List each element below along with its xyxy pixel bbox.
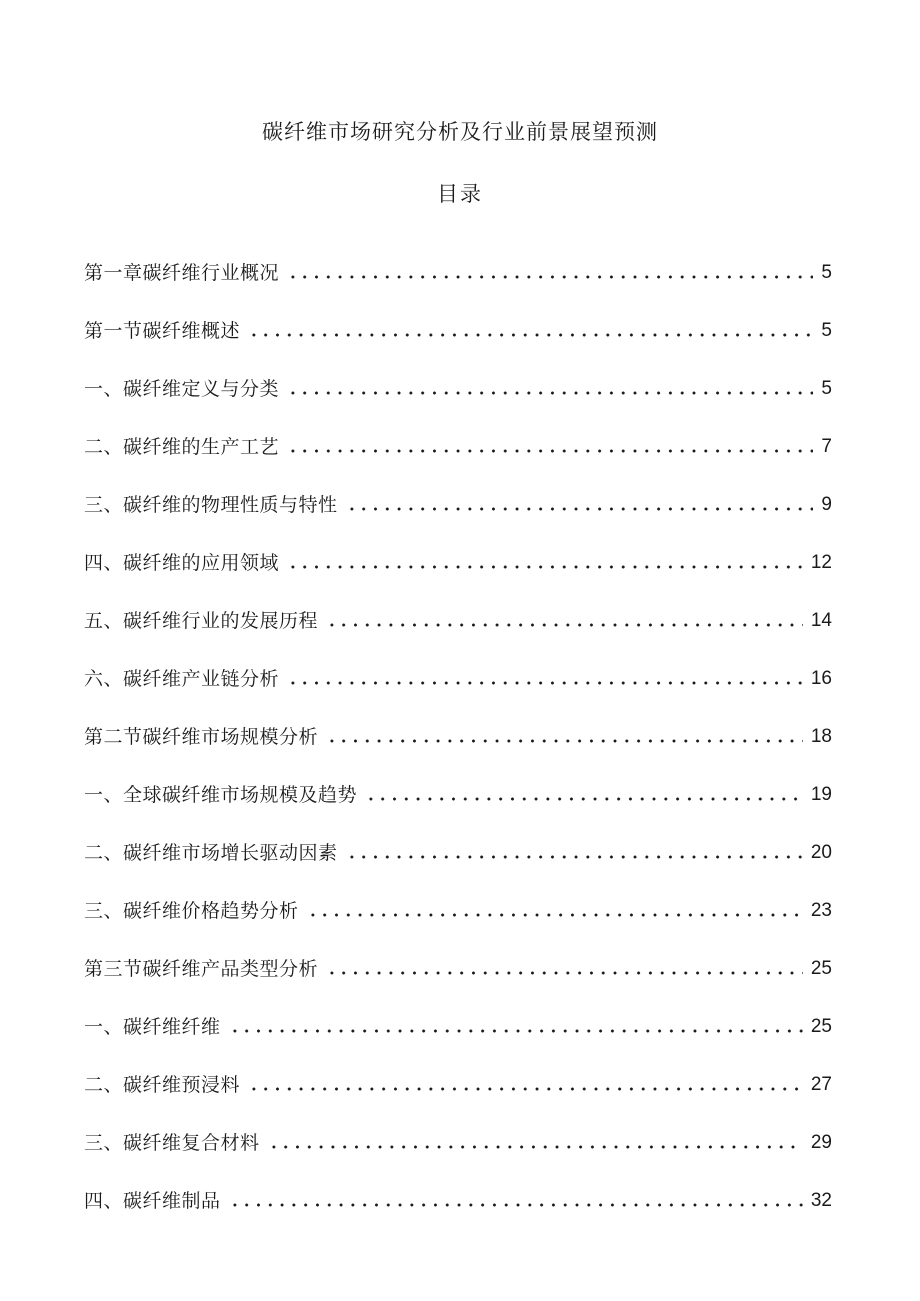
toc-dot-leader bbox=[346, 855, 803, 859]
toc-dot-leader bbox=[229, 1029, 803, 1033]
toc-dot-leader bbox=[346, 507, 814, 511]
toc-dot-leader bbox=[229, 1203, 803, 1207]
toc-dot-leader bbox=[248, 333, 813, 337]
toc-entry-label: 第一节碳纤维概述 bbox=[84, 320, 241, 342]
toc-dot-leader bbox=[307, 913, 803, 917]
toc-entry-label: 三、碳纤维的物理性质与特性 bbox=[84, 494, 338, 516]
toc-page-number: 32 bbox=[810, 1190, 832, 1211]
toc-entry[interactable] bbox=[84, 526, 832, 584]
toc-page-number: 20 bbox=[810, 842, 832, 863]
toc-entry-label: 三、碳纤维复合材料 bbox=[84, 1132, 260, 1154]
toc-page-number: 23 bbox=[810, 900, 832, 921]
toc-entry[interactable] bbox=[84, 352, 832, 410]
toc-page-number: 16 bbox=[810, 668, 832, 689]
table-of-contents bbox=[84, 236, 832, 1222]
toc-entry-label: 五、碳纤维行业的发展历程 bbox=[84, 610, 319, 632]
toc-dot-leader bbox=[365, 797, 803, 801]
toc-dot-leader bbox=[287, 681, 803, 685]
toc-dot-leader bbox=[287, 565, 803, 569]
toc-dot-leader bbox=[268, 1145, 803, 1149]
toc-page-number: 25 bbox=[810, 958, 832, 979]
toc-entry-label: 二、碳纤维的生产工艺 bbox=[84, 436, 280, 458]
toc-page-number: 25 bbox=[810, 1016, 832, 1037]
toc-entry[interactable] bbox=[84, 236, 832, 294]
toc-entry[interactable] bbox=[84, 700, 832, 758]
toc-entry-label: 三、碳纤维价格趋势分析 bbox=[84, 900, 299, 922]
toc-entry[interactable] bbox=[84, 642, 832, 700]
toc-dot-leader bbox=[326, 623, 803, 627]
toc-entry[interactable] bbox=[84, 816, 832, 874]
toc-page-number: 5 bbox=[821, 320, 832, 341]
toc-entry-label: 第一章碳纤维行业概况 bbox=[84, 262, 280, 284]
toc-entry-label: 四、碳纤维的应用领域 bbox=[84, 552, 280, 574]
toc-entry-label: 六、碳纤维产业链分析 bbox=[84, 668, 280, 690]
toc-dot-leader bbox=[287, 275, 813, 279]
toc-entry[interactable] bbox=[84, 468, 832, 526]
toc-dot-leader bbox=[287, 391, 813, 395]
toc-page-number: 18 bbox=[810, 726, 832, 747]
toc-dot-leader bbox=[326, 739, 803, 743]
toc-entry[interactable] bbox=[84, 1048, 832, 1106]
toc-entry-label: 一、全球碳纤维市场规模及趋势 bbox=[84, 784, 358, 806]
toc-entry[interactable] bbox=[84, 932, 832, 990]
document-title: 碳纤维市场研究分析及行业前景展望预测 bbox=[262, 120, 658, 144]
toc-dot-leader bbox=[248, 1087, 803, 1091]
toc-entry-label: 第二节碳纤维市场规模分析 bbox=[84, 726, 319, 748]
toc-page-number: 5 bbox=[821, 262, 832, 283]
toc-entry-label: 第三节碳纤维产品类型分析 bbox=[84, 958, 319, 980]
toc-entry-label: 一、碳纤维纤维 bbox=[84, 1016, 221, 1038]
toc-entry-label: 二、碳纤维市场增长驱动因素 bbox=[84, 842, 338, 864]
toc-page-number: 27 bbox=[810, 1074, 832, 1095]
toc-page-number: 9 bbox=[821, 494, 832, 515]
toc-entry[interactable] bbox=[84, 294, 832, 352]
toc-page-number: 14 bbox=[810, 610, 832, 631]
toc-entry-label: 二、碳纤维预浸料 bbox=[84, 1074, 241, 1096]
toc-entry[interactable] bbox=[84, 758, 832, 816]
toc-dot-leader bbox=[326, 971, 803, 975]
toc-entry[interactable] bbox=[84, 1164, 832, 1222]
toc-entry[interactable] bbox=[84, 990, 832, 1048]
toc-entry[interactable] bbox=[84, 1106, 832, 1164]
toc-entry[interactable] bbox=[84, 874, 832, 932]
toc-entry-label: 一、碳纤维定义与分类 bbox=[84, 378, 280, 400]
toc-page-number: 19 bbox=[810, 784, 832, 805]
toc-heading: 目录 bbox=[437, 182, 483, 206]
toc-page-number: 12 bbox=[810, 552, 832, 573]
toc-entry[interactable] bbox=[84, 584, 832, 642]
toc-entry[interactable] bbox=[84, 410, 832, 468]
toc-page-number: 5 bbox=[821, 378, 832, 399]
toc-dot-leader bbox=[287, 449, 813, 453]
toc-page-number: 7 bbox=[821, 436, 832, 457]
toc-page-number: 29 bbox=[810, 1132, 832, 1153]
toc-entry-label: 四、碳纤维制品 bbox=[84, 1190, 221, 1212]
